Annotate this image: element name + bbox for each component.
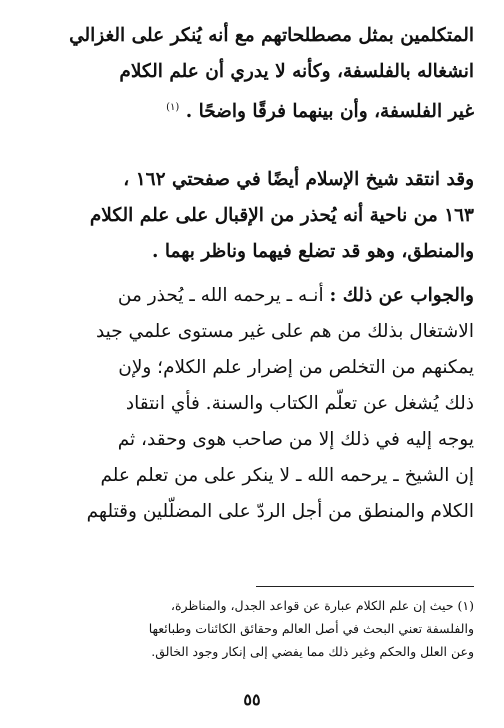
- answer-heading: والجواب عن ذلك :: [329, 285, 474, 306]
- text-line: ذلك يُشغل عن تعلّم الكتاب والسنة. فأي انتقاد: [125, 393, 474, 414]
- text-line: الاشتغال بذلك من هم على غير مستوى علمي جيد: [95, 321, 474, 342]
- text-line: الكلام والمنطق من أجل الردّ على المضلّلين وقتلهم: [86, 501, 474, 522]
- footnote-line: والفلسفة تعني البحث في أصل العالم وحقائق الكائنات وطبائعها: [148, 621, 474, 636]
- footnote-reference: (١): [166, 102, 180, 113]
- paragraph-1: [30, 18, 474, 126]
- text-line: انشغاله بالفلسفة، وكأنه لا يدري أن علم الكلام: [119, 61, 474, 82]
- text-line: وقد انتقد شيخ الإسلام أيضًا في صفحتي ١٦٢ ،: [123, 169, 474, 190]
- footnote-separator: [256, 586, 474, 587]
- footnote-line: وعن العلل والحكم وغير ذلك مما يفضي إلى إنكار وجود الخالق.: [151, 644, 474, 659]
- text-line: يمكنهم من التخلص من إضرار علم الكلام؛ ولإن: [118, 357, 474, 378]
- text-line: المتكلمين بمثل مصطلحاتهم مع أنه يُنكر على الغزالي: [69, 25, 474, 46]
- page-number: ٥٥: [243, 690, 261, 709]
- text-line-content: أنـه ـ يرحمه الله ـ يُحذر من: [117, 285, 324, 306]
- text-line: يوجه إليه في ذلك إلا من صاحب هوى وحقد، ثم: [117, 429, 474, 450]
- paragraph-2: [30, 162, 474, 270]
- text-line: [30, 278, 474, 314]
- text-line-content: غير الفلسفة، وأن بينهما فرقًا واضحًا .: [179, 101, 474, 123]
- text-line: [30, 90, 474, 126]
- text-line: ١٦٣ من ناحية أنه يُحذر من الإقبال على علم الكلام: [89, 205, 474, 226]
- footnote-line: (١) حيث إن علم الكلام عبارة عن قواعد الجدل، والمناظرة،: [170, 598, 474, 613]
- paragraph-3: [30, 278, 474, 530]
- text-line: والمنطق، وهو قد تضلع فيهما وناظر بهما .: [152, 241, 474, 262]
- footnote: [30, 594, 474, 663]
- text-line: إن الشيخ ـ يرحمه الله ـ لا ينكر على من تعلم علم: [100, 465, 474, 486]
